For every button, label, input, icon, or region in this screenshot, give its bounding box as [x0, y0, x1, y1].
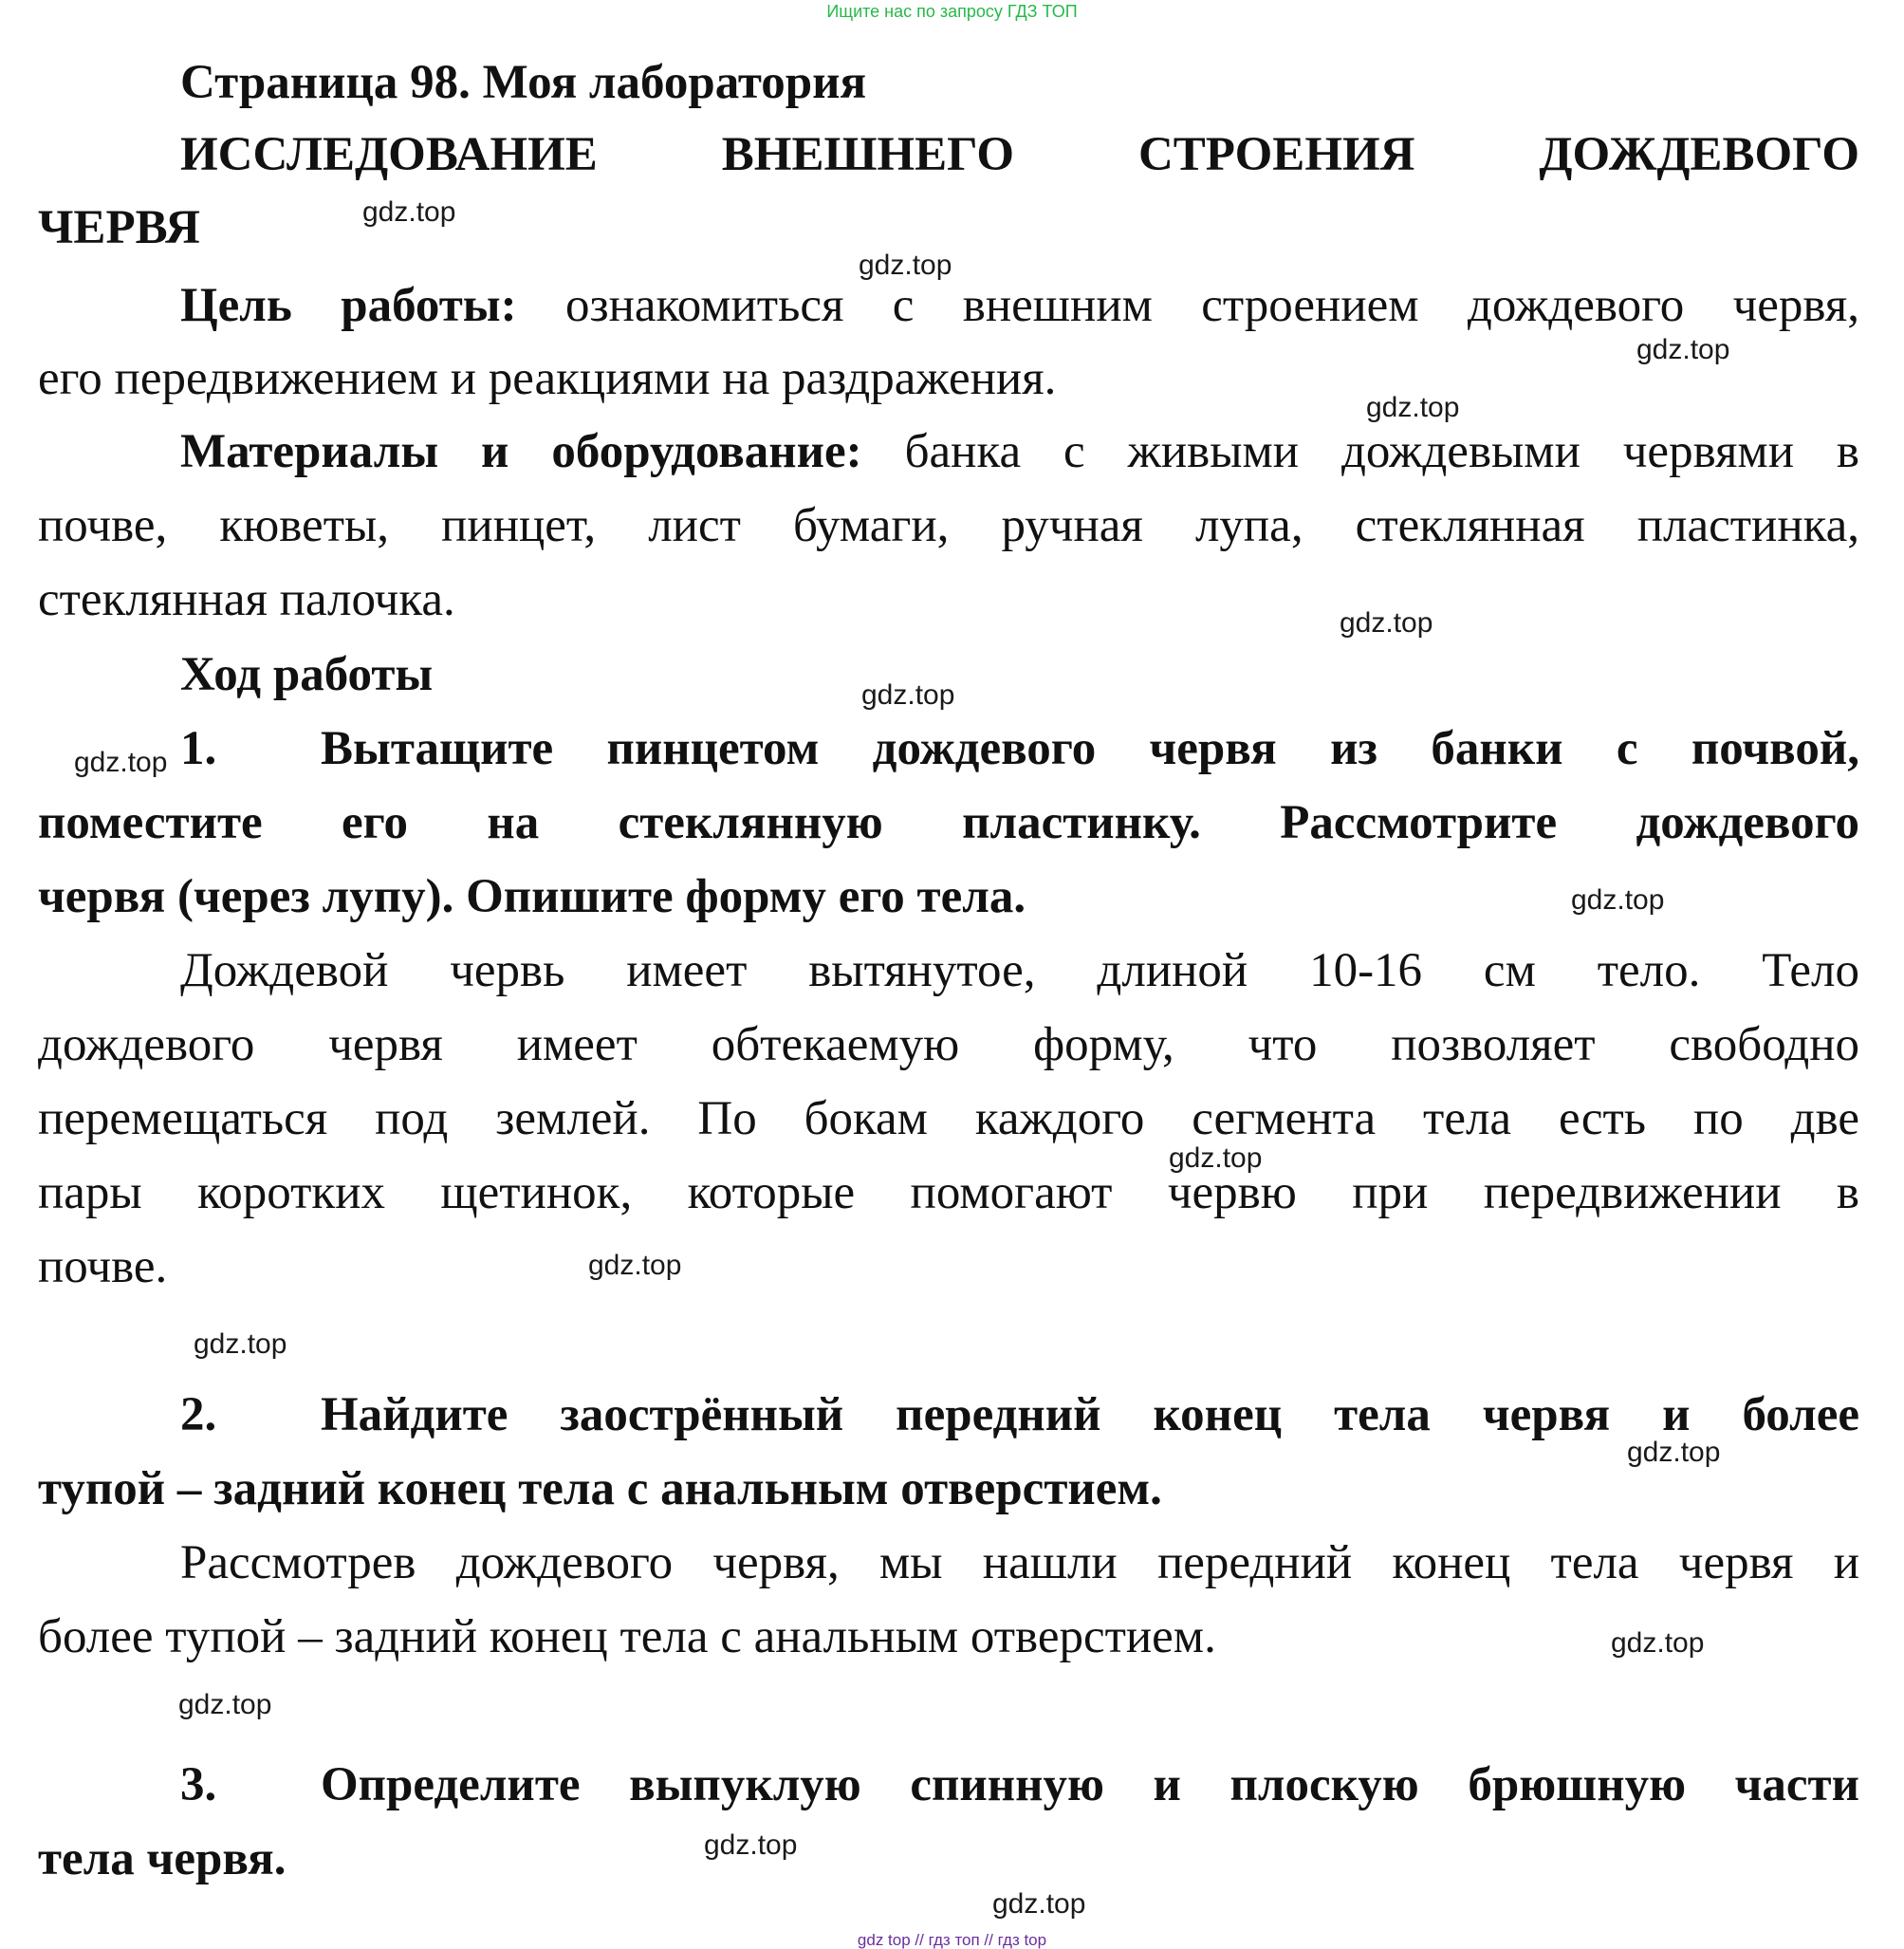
watermark: gdz.top	[1627, 1437, 1721, 1468]
materials-label: Материалы и оборудование:	[180, 425, 862, 478]
watermark: gdz.top	[1571, 884, 1665, 916]
title-line-1: ИССЛЕДОВАНИЕ ВНЕШНЕГО СТРОЕНИЯ ДОЖДЕВОГО	[180, 128, 1859, 181]
watermark: gdz.top	[1169, 1142, 1263, 1174]
materials-line-1	[180, 423, 1859, 480]
step-2-answer-line-2: более тупой – задний конец тела с анальным отверстием.	[38, 1610, 1216, 1663]
step-1-answer-line-4: пары коротких щетинок, которые помогают червю при передвижении в	[38, 1166, 1859, 1219]
step-1-task-text-1: Вытащите пинцетом дождевого червя из банки с почвой,	[321, 722, 1859, 775]
watermark: gdz.top	[704, 1829, 798, 1861]
step-1-task-line-2: поместите его на стеклянную пластинку. Рассмотрите дождевого	[38, 796, 1859, 849]
watermark: gdz.top	[362, 196, 456, 228]
step-1-task-line-1	[180, 720, 1859, 777]
step-1-number: 1.	[180, 722, 217, 775]
step-2-answer-line-1: Рассмотрев дождевого червя, мы нашли передний конец тела червя и	[180, 1536, 1859, 1589]
watermark: gdz.top	[178, 1689, 272, 1720]
top-banner[interactable]: Ищите нас по запросу ГДЗ ТОП	[826, 2, 1078, 21]
watermark: gdz.top	[1366, 392, 1460, 423]
watermark: gdz.top	[1340, 607, 1433, 639]
watermark: gdz.top	[74, 747, 168, 778]
watermark: gdz.top	[1611, 1627, 1705, 1659]
page-heading: Страница 98. Моя лаборатория	[180, 56, 867, 109]
step-1-answer-line-5: почве.	[38, 1240, 168, 1293]
watermark: gdz.top	[992, 1888, 1086, 1920]
step-1-answer-line-1: Дождевой червь имеет вытянутое, длиной 10-16 см тело. Тело	[180, 944, 1859, 997]
step-3-number: 3.	[180, 1758, 217, 1811]
step-3-task-line-1	[180, 1756, 1859, 1813]
title-line-2: ЧЕРВЯ	[38, 201, 200, 254]
step-2-task-text-1: Найдите заострённый передний конец тела червя и более	[321, 1388, 1859, 1441]
watermark: gdz.top	[1636, 334, 1730, 365]
step-2-task-line-2: тупой – задний конец тела с анальным отверстием.	[38, 1462, 1162, 1515]
watermark: gdz.top	[588, 1250, 682, 1281]
step-2-number: 2.	[180, 1388, 217, 1441]
step-1-task-line-3: червя (через лупу). Опишите форму его тела.	[38, 870, 1026, 923]
materials-line-3: стеклянная палочка.	[38, 573, 455, 626]
procedure-heading: Ход работы	[180, 648, 434, 701]
watermark: gdz.top	[194, 1328, 287, 1360]
watermark: gdz.top	[859, 250, 952, 281]
materials-text-1: банка с живыми дождевыми червями в	[904, 425, 1860, 478]
step-3-task-text-1: Определите выпуклую спинную и плоскую брюшную части	[321, 1758, 1859, 1811]
materials-line-2: почве, кюветы, пинцет, лист бумаги, ручная лупа, стеклянная пластинка,	[38, 499, 1859, 552]
goal-label: Цель работы:	[180, 279, 517, 332]
step-1-answer-line-2: дождевого червя имеет обтекаемую форму, что позволяет свободно	[38, 1018, 1859, 1071]
step-2-task-line-1	[180, 1386, 1859, 1443]
step-3-task-line-2: тела червя.	[38, 1832, 287, 1885]
bottom-banner[interactable]: gdz top // гдз топ // гдз top	[857, 1931, 1047, 1949]
goal-line-1	[180, 277, 1859, 334]
step-1-answer-line-3: перемещаться под землей. По бокам каждого сегмента тела есть по две	[38, 1092, 1859, 1145]
watermark: gdz.top	[861, 679, 955, 711]
goal-line-2: его передвижением и реакциями на раздражения.	[38, 352, 1057, 405]
goal-text-1: ознакомиться с внешним строением дождевого червя,	[564, 279, 1860, 332]
